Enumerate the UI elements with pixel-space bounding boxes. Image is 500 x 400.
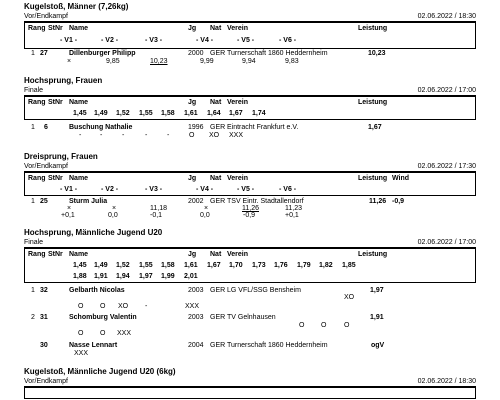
athlete-bib: 25 <box>40 198 48 205</box>
height-value: 1,79 <box>297 262 311 269</box>
height-value: 1,70 <box>229 262 243 269</box>
height-value: 1,76 <box>274 262 288 269</box>
results-header-box <box>24 387 476 399</box>
height-mark: O <box>100 330 106 337</box>
athlete-result: 1,91 <box>370 314 384 321</box>
section-date: 02.06.2022 / 17:00 <box>417 239 476 246</box>
athlete-result: 11,26 <box>369 198 387 205</box>
athlete-bib: 32 <box>40 287 48 294</box>
height-value: 1,64 <box>207 110 221 117</box>
height-mark: O <box>299 322 305 329</box>
height-value: 1,85 <box>342 262 356 269</box>
athlete-nat: GER <box>210 342 226 349</box>
height-mark: - <box>122 132 125 139</box>
athlete-year: 2002 <box>188 198 204 205</box>
athlete-result: ogV <box>371 342 385 349</box>
section-round: Finale <box>24 87 44 94</box>
col-result: Leistung <box>358 251 388 258</box>
col-attempt: - V5 - <box>237 186 255 193</box>
col-rank: Rang <box>28 175 46 182</box>
col-name: Name <box>69 175 89 182</box>
height-mark: - <box>79 132 82 139</box>
col-attempt: - V5 - <box>237 37 255 44</box>
attempt-value-best: 11,26 <box>242 205 259 212</box>
athlete-year: 1996 <box>188 124 204 131</box>
section-round: Vor/Endkampf <box>24 13 68 20</box>
athlete-name: Nasse Lennart <box>69 342 118 349</box>
athlete-bib: 30 <box>40 342 48 349</box>
col-year: Jg <box>188 25 197 32</box>
col-result: Leistung <box>358 175 388 182</box>
col-attempt: - V6 - <box>279 186 297 193</box>
wind-value: 0,0 <box>108 212 118 219</box>
height-value: 1,67 <box>229 110 243 117</box>
wind-value: 0,0 <box>200 212 210 219</box>
col-bib: StNr <box>48 175 63 182</box>
athlete-club: TSV Eintr. Stadtallendorf <box>227 198 304 205</box>
results-header-box <box>24 248 476 283</box>
height-mark: O <box>78 330 84 337</box>
height-mark: O <box>344 322 350 329</box>
attempt-value: 9,94 <box>242 58 256 65</box>
height-mark: XXX <box>229 132 244 139</box>
athlete-club: Eintracht Frankfurt e.V. <box>227 124 299 131</box>
results-header-box <box>24 22 476 49</box>
col-nat: Nat <box>210 25 222 32</box>
attempt-value: × <box>204 205 209 212</box>
col-year: Jg <box>188 251 197 258</box>
height-value: 1,94 <box>116 273 130 280</box>
col-club: Verein <box>227 99 249 106</box>
section-date: 02.06.2022 / 18:30 <box>417 378 476 385</box>
athlete-club: LG VFL/SSG Bensheim <box>227 287 301 294</box>
col-bib: StNr <box>48 25 63 32</box>
height-value: 1,67 <box>207 262 221 269</box>
wind-value: +0,1 <box>285 212 299 219</box>
height-value: 1,74 <box>252 110 266 117</box>
height-mark: O <box>100 303 106 310</box>
col-club: Verein <box>227 175 249 182</box>
athlete-nat: GER <box>210 287 226 294</box>
height-value: 1,45 <box>73 262 87 269</box>
section-round: Vor/Endkampf <box>24 378 68 385</box>
wind-value: +0,1 <box>61 212 75 219</box>
col-attempt: - V1 - <box>60 186 78 193</box>
height-mark: XXX <box>185 303 200 310</box>
height-value: 1,82 <box>319 262 333 269</box>
col-result: Leistung <box>358 25 388 32</box>
height-mark: XO <box>118 303 129 310</box>
attempt-value: 9,99 <box>200 58 214 65</box>
height-mark: XO <box>209 132 220 139</box>
col-year: Jg <box>188 99 197 106</box>
height-mark: - <box>167 132 170 139</box>
height-value: 1,55 <box>139 110 153 117</box>
col-year: Jg <box>188 175 197 182</box>
section-title: Hochsprung, Männliche Jugend U20 <box>24 228 163 237</box>
athlete-year: 2000 <box>188 50 204 57</box>
athlete-year: 2003 <box>188 314 204 321</box>
col-rank: Rang <box>28 251 46 258</box>
athlete-wind: -0,9 <box>392 198 405 205</box>
height-mark: - <box>100 132 103 139</box>
athlete-rank: 1 <box>31 50 35 57</box>
section-title: Kugelstoß, Männliche Jugend U20 (6kg) <box>24 367 176 376</box>
attempt-value: × <box>67 205 72 212</box>
col-bib: StNr <box>48 99 63 106</box>
height-value: 1,55 <box>139 262 153 269</box>
height-mark: XXX <box>74 350 89 357</box>
athlete-name: Schomburg Valentin <box>69 314 137 321</box>
col-attempt: - V1 - <box>60 37 78 44</box>
height-mark: XXX <box>117 330 132 337</box>
attempt-value-best: 10,23 <box>150 58 168 65</box>
athlete-rank: 1 <box>31 124 35 131</box>
section-round: Vor/Endkampf <box>24 163 68 170</box>
col-club: Verein <box>227 251 249 258</box>
col-attempt: - V4 - <box>196 37 214 44</box>
section-date: 02.06.2022 / 17:00 <box>417 87 476 94</box>
athlete-name: Buschung Nathalie <box>69 124 133 131</box>
athlete-result: 10,23 <box>368 50 386 57</box>
athlete-club: Turnerschaft 1860 Heddernheim <box>227 50 328 57</box>
athlete-club: TV Gelnhausen <box>227 314 276 321</box>
attempt-value: × <box>67 58 72 65</box>
athlete-name: Sturm Julia <box>69 198 108 205</box>
section-date: 02.06.2022 / 17:30 <box>417 163 476 170</box>
col-wind: Wind <box>392 175 410 182</box>
col-attempt: - V6 - <box>279 37 297 44</box>
athlete-nat: GER <box>210 124 226 131</box>
height-value: 1,52 <box>116 110 130 117</box>
height-value: 1,52 <box>116 262 130 269</box>
col-attempt: - V3 - <box>145 37 163 44</box>
section-title: Hochsprung, Frauen <box>24 76 103 85</box>
height-value: 1,58 <box>161 110 175 117</box>
col-name: Name <box>69 99 89 106</box>
attempt-value: 11,18 <box>150 205 167 212</box>
wind-value: -0,1 <box>150 212 163 219</box>
attempt-value: × <box>112 205 117 212</box>
col-name: Name <box>69 25 89 32</box>
col-nat: Nat <box>210 99 222 106</box>
col-attempt: - V2 - <box>101 37 119 44</box>
athlete-name: Dillenburger Philipp <box>69 50 136 57</box>
col-nat: Nat <box>210 175 222 182</box>
section-round: Finale <box>24 239 44 246</box>
athlete-year: 2004 <box>188 342 204 349</box>
col-attempt: - V2 - <box>101 186 119 193</box>
height-value: 1,97 <box>139 273 153 280</box>
height-value: 1,91 <box>94 273 108 280</box>
athlete-rank: 1 <box>31 287 35 294</box>
height-value: 1,99 <box>161 273 175 280</box>
athlete-rank: 2 <box>31 314 35 321</box>
height-value: 1,49 <box>94 110 108 117</box>
athlete-nat: GER <box>210 314 226 321</box>
height-mark: XO <box>344 294 355 301</box>
col-rank: Rang <box>28 25 46 32</box>
athlete-bib: 31 <box>40 314 48 321</box>
col-attempt: - V4 - <box>196 186 214 193</box>
athlete-rank: 1 <box>31 198 35 205</box>
height-value: 1,49 <box>94 262 108 269</box>
athlete-year: 2003 <box>188 287 204 294</box>
height-value: 1,61 <box>184 262 198 269</box>
section-title: Dreisprung, Frauen <box>24 152 98 161</box>
height-value: 2,01 <box>184 273 198 280</box>
wind-value: -0,9 <box>243 212 256 219</box>
attempt-value: 11,23 <box>285 205 302 212</box>
height-value: 1,58 <box>161 262 175 269</box>
col-nat: Nat <box>210 251 222 258</box>
section-title: Kugelstoß, Männer (7,26kg) <box>24 2 129 11</box>
col-result: Leistung <box>358 99 388 106</box>
height-value: 1,88 <box>73 273 87 280</box>
athlete-bib: 27 <box>40 50 48 57</box>
height-mark: O <box>78 303 84 310</box>
attempt-value: 9,83 <box>285 58 299 65</box>
height-mark: - <box>145 132 148 139</box>
col-rank: Rang <box>28 99 46 106</box>
col-attempt: - V3 - <box>145 186 163 193</box>
height-value: 1,45 <box>73 110 87 117</box>
athlete-nat: GER <box>210 50 226 57</box>
height-mark: O <box>189 132 195 139</box>
athlete-nat: GER <box>210 198 226 205</box>
athlete-result: 1,97 <box>370 287 384 294</box>
height-value: 1,73 <box>252 262 266 269</box>
col-bib: StNr <box>48 251 63 258</box>
height-mark: - <box>145 303 148 310</box>
attempt-value: 9,85 <box>106 58 120 65</box>
athlete-bib: 6 <box>44 124 48 131</box>
col-name: Name <box>69 251 89 258</box>
section-date: 02.06.2022 / 18:30 <box>417 13 476 20</box>
results-header-box <box>24 96 476 120</box>
athlete-name: Gelbarth Nicolas <box>69 287 125 294</box>
col-club: Verein <box>227 25 249 32</box>
height-mark: O <box>321 322 327 329</box>
athlete-result: 1,67 <box>368 124 382 131</box>
height-value: 1,61 <box>184 110 198 117</box>
athlete-club: Turnerschaft 1860 Heddernheim <box>227 342 328 349</box>
